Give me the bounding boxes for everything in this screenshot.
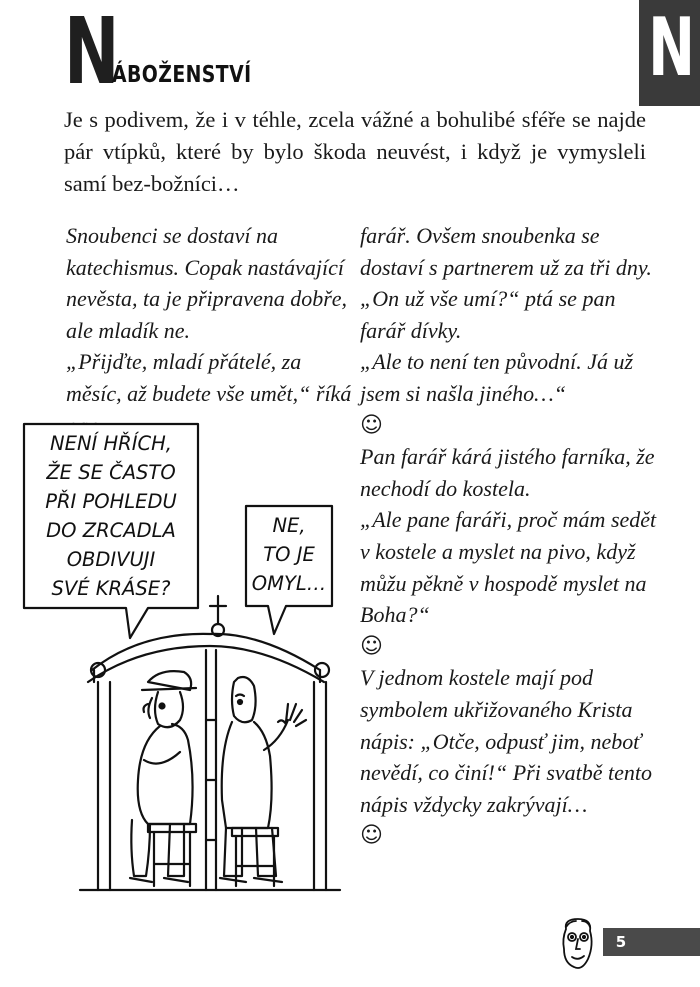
bubble-right-line-2: TO JE — [263, 543, 315, 566]
right-paragraph-3: „Ale to není ten původní. Já už jsem si našla jiného…“ — [360, 349, 634, 406]
bubble-right-line-1: NE, — [272, 514, 306, 537]
smiley-icon: ☺ — [360, 633, 383, 659]
bubble-left-line-2: ŽE SE ČASTO — [46, 461, 176, 484]
left-column — [66, 220, 356, 441]
heading-initial: N — [64, 0, 120, 105]
right-column — [360, 220, 660, 852]
chapter-tab — [639, 0, 700, 106]
page-number: 5 — [615, 933, 627, 951]
smiley-icon: ☺ — [360, 823, 383, 849]
cross-icon — [210, 596, 226, 624]
bubble-left-line-4: DO ZRCADLA — [46, 519, 176, 542]
right-paragraph-4: Pan farář kárá jistého farníka, že nechodí do kostela. — [360, 444, 655, 501]
left-paragraph-1: Snoubenci se dostaví na katechismus. Copak nastávající nevěsta, ta je připravena dobře, ale mladík ne. — [66, 223, 348, 343]
heading-title: ÁBOŽENSTVÍ — [112, 62, 252, 88]
confession-cartoon — [20, 420, 350, 895]
bubble-left-line-3: PŘI POHLEDU — [45, 490, 177, 513]
intro-paragraph: Je s podivem, že i v téhle, zcela vážné a bohulibé sféře se najde pár vtípků, které by bylo škoda neuvést, i když je vymysleli samí bez-božníci… — [64, 107, 646, 196]
smiley-icon: ☺ — [360, 412, 383, 438]
chapter-tab-letter: N — [648, 1, 696, 94]
mascot-face-icon — [552, 915, 602, 977]
bubble-left-line-6: SVÉ KRÁSE? — [51, 577, 171, 600]
left-paragraph-2: „Přijďte, mladí přátelé, za měsíc, až budete vše umět,“ říká — [66, 349, 352, 406]
right-paragraph-5: „Ale pane faráři, proč mám sedět v kostele a myslet na pivo, když můžu pěkně v hospodě myslet na Boha?“ — [360, 507, 657, 628]
bubble-right-line-3: OMYL… — [251, 572, 327, 595]
right-paragraph-2: „On už vše umí?“ ptá se pan farář dívky. — [360, 286, 616, 343]
bubble-left-line-1: NENÍ HŘÍCH, — [50, 432, 172, 455]
bubble-left-line-5: OBDIVUJI — [66, 548, 156, 571]
right-paragraph-1: farář. Ovšem snoubenka se dostaví s partnerem už za tři dny. — [360, 223, 652, 280]
right-paragraph-6: V jednom kostele mají pod symbolem ukřižovaného Krista nápis: „Otče, odpusť jim, neboť nevědí, co činí!“ Při svatbě tento nápis vždycky zakrývají… — [360, 665, 653, 817]
